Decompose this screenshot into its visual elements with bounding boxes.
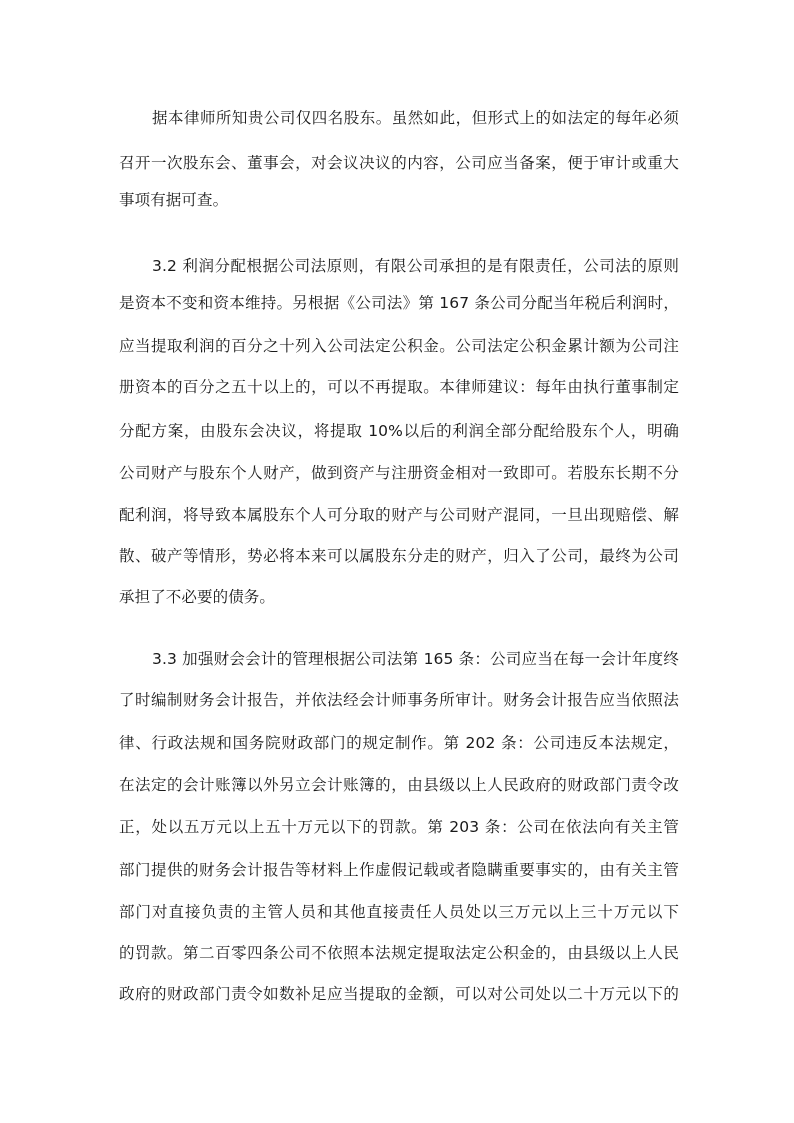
text-line: 是资本不变和资本维持。另根据《公司法》第 167 条公司分配当年税后利润时，: [119, 294, 679, 312]
text-line: 据本律师所知贵公司仅四名股东。虽然如此，但形式上的如法定的每年必须: [152, 109, 679, 127]
text-line: 3.2 利润分配根据公司法原则，有限公司承担的是有限责任，公司法的原则: [152, 257, 679, 275]
text-line: 召开一次股东会、董事会，对会议决议的内容，公司应当备案，便于审计或重大: [119, 154, 679, 172]
text-line: 的罚款。第二百零四条公司不依照本法规定提取法定公积金的，由县级以上人民: [119, 944, 679, 962]
text-line: 承担了不必要的债务。: [119, 588, 276, 606]
text-line: 3.3 加强财会会计的管理根据公司法第 165 条：公司应当在每一会计年度终: [152, 650, 679, 668]
text-line: 部门对直接负责的主管人员和其他直接责任人员处以三万元以上三十万元以下: [119, 903, 679, 921]
text-line: 在法定的会计账簿以外另立会计账簿的，由县级以上人民政府的财政部门责令改: [119, 776, 679, 794]
text-line: 册资本的百分之五十以上的，可以不再提取。本律师建议：每年由执行董事制定: [119, 378, 679, 396]
text-line: 律、行政法规和国务院财政部门的规定制作。第 202 条：公司违反本法规定，: [119, 734, 679, 752]
text-line: 了时编制财务会计报告，并依法经会计师事务所审计。财务会计报告应当依照法: [119, 691, 679, 709]
text-line: 部门提供的财务会计报告等材料上作虚假记载或者隐瞒重要事实的，由有关主管: [119, 861, 679, 879]
text-line: 政府的财政部门责令如数补足应当提取的金额，可以对公司处以二十万元以下的: [119, 985, 679, 1003]
text-line: 正，处以五万元以上五十万元以下的罚款。第 203 条：公司在依法向有关主管: [119, 818, 679, 836]
text-line: 事项有据可查。: [119, 191, 229, 209]
text-line: 分配方案，由股东会决议，将提取 10%以后的利润全部分配给股东个人，明确: [119, 422, 679, 440]
text-line: 公司财产与股东个人财产，做到资产与注册资金相对一致即可。若股东长期不分: [119, 464, 679, 482]
text-line: 散、破产等情形，势必将本来可以属股东分走的财产，归入了公司，最终为公司: [119, 547, 679, 565]
text-line: 应当提取利润的百分之十列入公司法定公积金。公司法定公积金累计额为公司注: [119, 337, 679, 355]
text-line: 配利润，将导致本属股东个人可分取的财产与公司财产混同，一旦出现赔偿、解: [119, 506, 679, 524]
